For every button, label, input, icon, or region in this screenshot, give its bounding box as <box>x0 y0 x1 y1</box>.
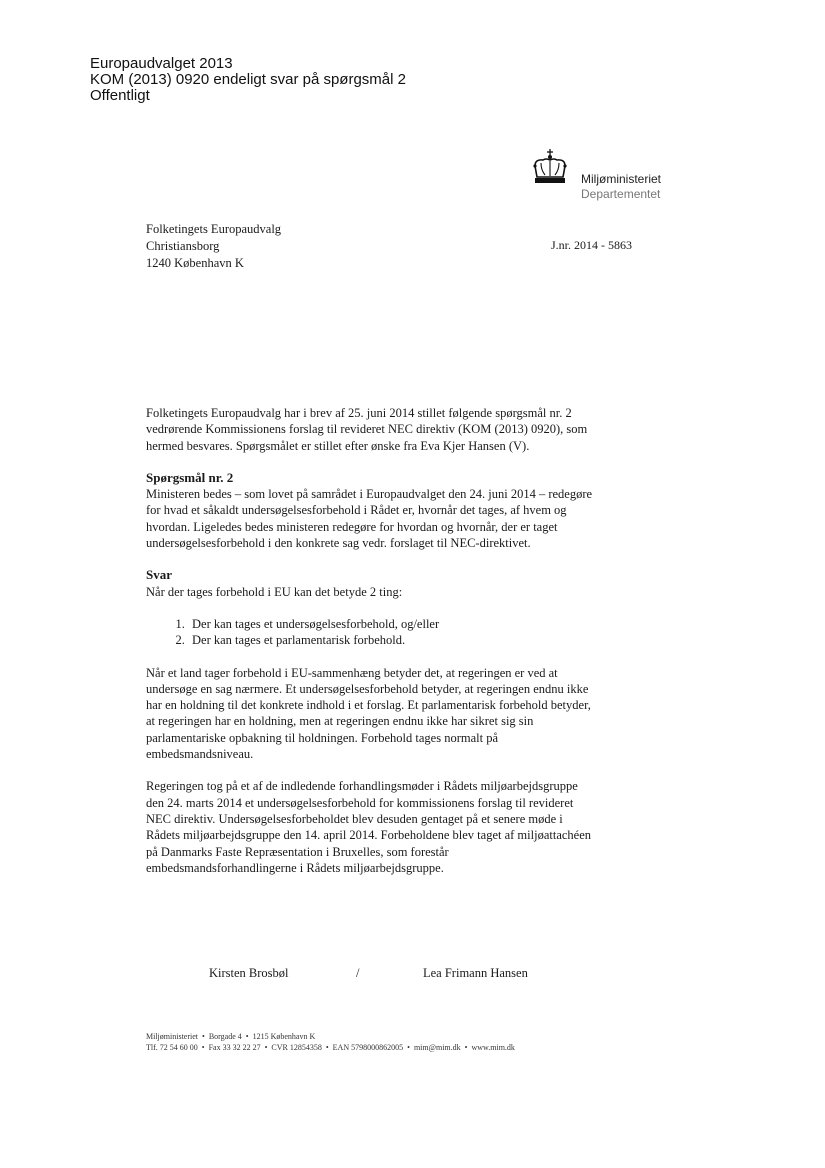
recipient-address <box>146 221 281 272</box>
footer-ministry: Miljøministeriet <box>146 1032 198 1041</box>
recipient-line: Folketingets Europaudvalg <box>146 222 282 236</box>
footer-website[interactable]: www.mim.dk <box>471 1043 515 1052</box>
footer-ean: EAN 5798000862005 <box>332 1043 404 1052</box>
reservation-list <box>146 616 596 649</box>
intro-paragraph: Folketingets Europaudvalg har i brev af 25. juni 2014 stillet følgende spørgsmål nr. 2 vedrørende Kommissionens forslag til revideret NEC direktiv (KOM (2013) 0920), som hermed besvares. Spørgsmålet er stillet efter ønske fra Eva Kjer Hansen (V). <box>146 406 588 453</box>
signature-official: Lea Frimann Hansen <box>423 966 528 980</box>
stamp-document-id: KOM (2013) 0920 endeligt svar på spørgsmål 2 <box>90 71 406 88</box>
signature-minister: Kirsten Brosbøl <box>209 966 289 980</box>
list-item: 1. Der kan tages et undersøgelsesforbehold, og/eller <box>188 616 596 632</box>
ministry-name: Miljøministeriet <box>581 172 662 186</box>
footer-cvr: CVR 12854358 <box>271 1043 322 1052</box>
answer-paragraph: Regeringen tog på et af de indledende forhandlingsmøder i Rådets miljøarbejdsgruppe den 24. marts 2014 et undersøgelsesforbehold for kommissionens forslag til revideret NEC direktiv. Undersøgelsesforbeholdet blev desuden gentaget på et senere møde i Rådets miljøarbejdsgruppe den 14. april 2014. Forbeholdene blev taget af miljøattachéen på Danmarks Faste Repræsentation i Bruxelles, som forestår embedsmandsforhandlingerne i Rådets miljøarbejdsgruppe. <box>146 779 592 875</box>
footer-separator: • <box>264 1043 268 1052</box>
footer-separator: • <box>201 1043 205 1052</box>
question-heading: Spørgsmål nr. 2 <box>146 469 234 485</box>
footer-separator: • <box>407 1043 410 1052</box>
answer-intro: Når der tages forbehold i EU kan det betyde 2 ting: <box>146 584 403 599</box>
stamp-status: Offentligt <box>90 87 150 104</box>
signature-separator: / <box>356 966 360 980</box>
footer-contact-line <box>146 1042 515 1053</box>
answer-heading: Svar <box>146 567 172 583</box>
footer-address-line <box>146 1031 515 1042</box>
recipient-line: 1240 København K <box>146 256 244 270</box>
footer <box>146 1031 515 1053</box>
journal-number: J.nr. 2014 - 5863 <box>551 238 632 252</box>
crown-icon <box>527 148 573 188</box>
ministry-logo <box>527 148 677 208</box>
footer-separator: • <box>245 1032 249 1041</box>
footer-separator: • <box>464 1043 468 1052</box>
department-name: Departementet <box>581 187 661 201</box>
footer-address: Borgade 4 <box>208 1032 242 1041</box>
answer-paragraph: Når et land tager forbehold i EU-sammenhæng betyder det, at regeringen er ved at undersøge en sag nærmere. Et undersøgelsesforbehold betyder, at regeringen endnu ikke har en holdning til det konkrete indhold i et forslag. Et parlamentarisk forbehold betyder, at regeringen har en holdning, men at regeringen endnu ikke har sikret sig sin parlamentariske opbakning til holdningen. Forbehold tages normalt på embedsmandsniveau. <box>146 665 591 762</box>
letter-body <box>146 405 596 876</box>
question-text: Ministeren bedes – som lovet på samrådet i Europaudvalget den 24. juni 2014 – redegøre for hvad et såkaldt undersøgelsesforbehold i Rådet er, hvornår det tages, af hvem og hvordan. Ligeledes bedes ministeren redegøre for hvordan og hvornår, der er taget undersøgelsesforbehold i den konkrete sag vedr. forslaget til NEC-direktivet. <box>146 487 593 551</box>
footer-postal: 1215 København K <box>252 1032 316 1041</box>
footer-separator: • <box>202 1032 205 1041</box>
list-item: 2. Der kan tages et parlamentarisk forbehold. <box>188 632 596 648</box>
footer-fax: Fax 33 32 22 27 <box>208 1043 261 1052</box>
document-stamp <box>90 56 406 104</box>
recipient-line: Christiansborg <box>146 239 220 253</box>
footer-separator: • <box>325 1043 329 1052</box>
footer-email[interactable]: mim@mim.dk <box>413 1043 461 1052</box>
stamp-committee: Europaudvalget 2013 <box>90 55 233 72</box>
footer-phone: Tlf. 72 54 60 00 <box>146 1043 198 1052</box>
